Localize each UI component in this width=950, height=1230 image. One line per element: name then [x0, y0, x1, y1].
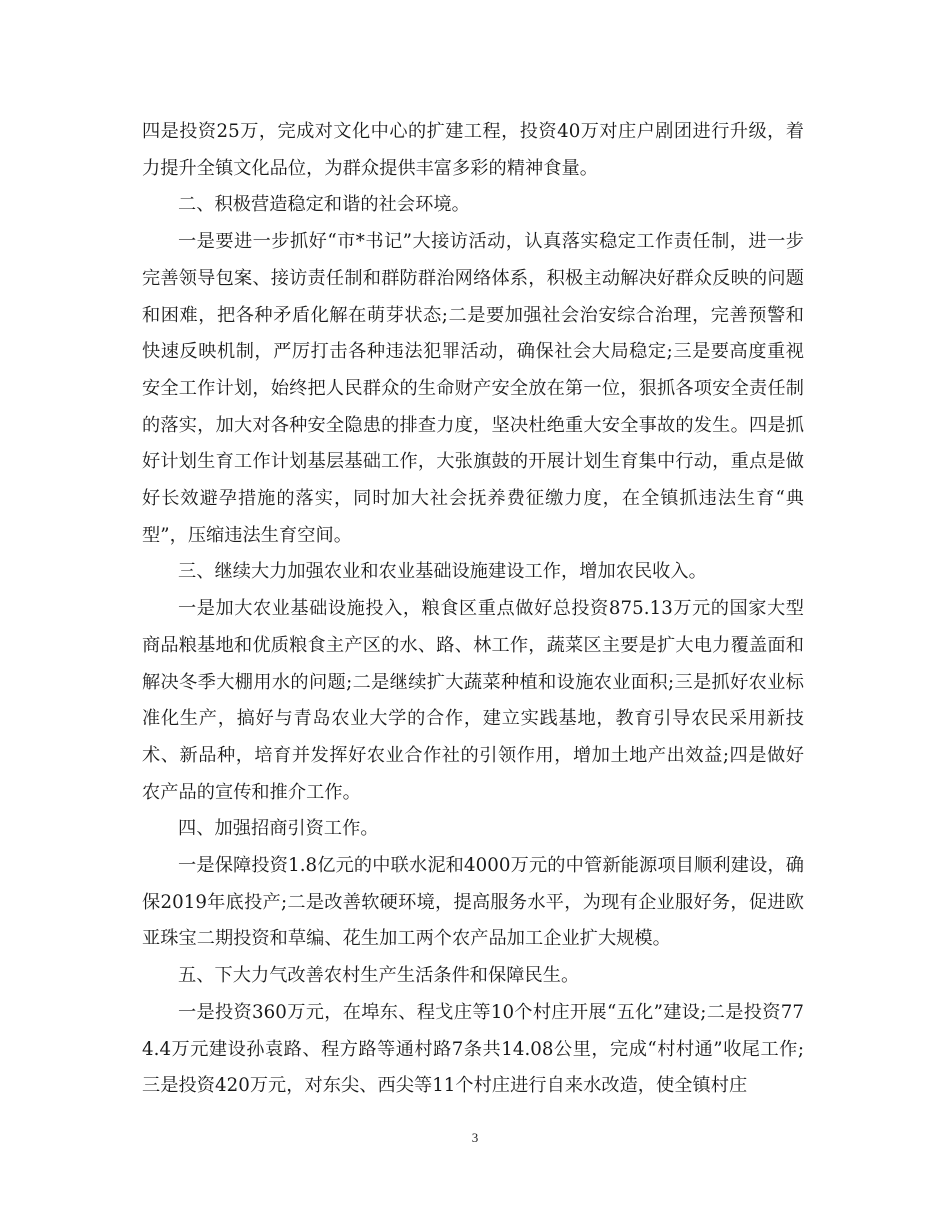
paragraph-agriculture-infrastructure: 一是加大农业基础设施投入，粮食区重点做好总投资875.13万元的国家大型商品粮基地和优质粮食主产区的水、路、林工作，蔬菜区主要是扩大电力覆盖面和解决冬季大棚用水的问题;二是继续扩大蔬菜种植和设施农业面积;三是抓好农业标准化生产，搞好与青岛农业大学的合作，建立实践基地，教育引导农民采用新技术、新品种，培育并发挥好农业合作社的引领作用，增加土地产出效益;四是做好农产品的宣传和推介工作。 [142, 598, 804, 803]
paragraph-culture-investment: 四是投资25万，完成对文化中心的扩建工程，投资40万对庄户剧团进行升级，着力提升全镇文化品位，为群众提供丰富多彩的精神食量。 [142, 121, 804, 179]
paragraph-investment-projects: 一是保障投资1.8亿元的中联水泥和4000万元的中管新能源项目顺利建设，确保2019年底投产;二是改善软硬环境，提高服务水平，为现有企业服好务，促进欧亚珠宝二期投资和草编、花生加工两个农产品加工企业扩大规模。 [142, 855, 804, 950]
heading-investment-attraction: 四、加强招商引资工作。 [178, 818, 379, 840]
heading-rural-living-conditions: 五、下大力气改善农村生产生活条件和保障民生。 [178, 965, 580, 987]
document-body [142, 114, 804, 1105]
paragraph-rural-construction: 一是投资360万元，在埠东、程戈庄等10个村庄开展“五化”建设;二是投资774.4万元建设孙袁路、程方路等通村路7条共14.08公里，完成“村村通”收尾工作;三是投资420万元，对东尖、西尖等11个村庄进行自来水改造，使全镇村庄 [142, 1001, 804, 1097]
heading-agriculture: 三、继续大力加强农业和农业基础设施建设工作，增加农民收入。 [178, 561, 707, 583]
paragraph-social-stability: 一是要进一步抓好“市*书记”大接访活动，认真落实稳定工作责任制，进一步完善领导包案、接访责任制和群防群治网络体系，积极主动解决好群众反映的问题和困难，把各种矛盾化解在萌芽状态;二是要加强社会治安综合治理，完善预警和快速反映机制，严厉打击各种违法犯罪活动，确保社会大局稳定;三是要高度重视安全工作计划，始终把人民群众的生命财产安全放在第一位，狠抓各项安全责任制的落实，加大对各种安全隐患的排查力度，坚决杜绝重大安全事故的发生。四是抓好计划生育工作计划基层基础工作，大张旗鼓的开展计划生育集中行动，重点是做好长效避孕措施的落实，同时加大社会抚养费征缴力度，在全镇抓违法生育“典型”，压缩违法生育空间。 [142, 231, 804, 546]
heading-social-environment: 二、积极营造稳定和谐的社会环境。 [178, 194, 470, 216]
page-number: 3 [471, 1130, 479, 1145]
